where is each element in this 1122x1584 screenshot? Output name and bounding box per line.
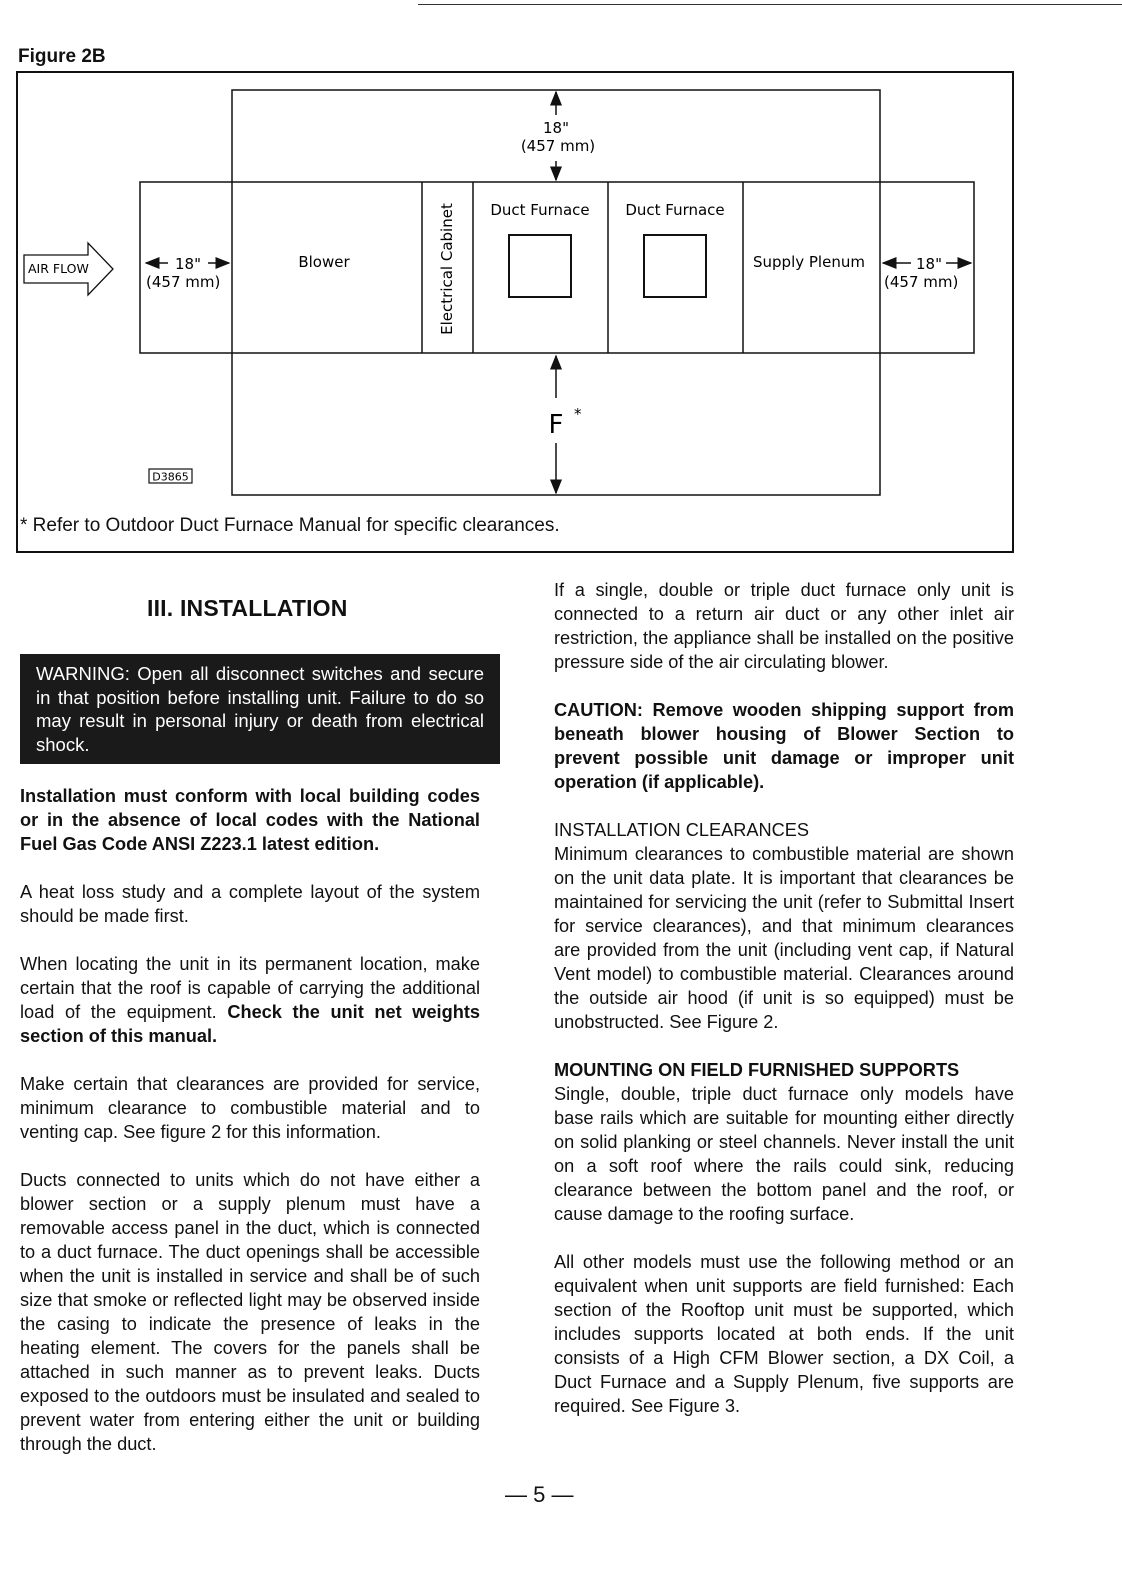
mounting-text: Single, double, triple duct furnace only models have base rails which are suitable for mounting either directly on solid planking or steel channels. Never install the unit on a soft roof where the rails could sink, reducing clearance between the bottom panel and the roof, or cause damage to the roofing surface. — [554, 1084, 1014, 1224]
air-flow-label: AIR FLOW — [28, 261, 89, 276]
section-duct-furnace-1: Duct Furnace — [490, 201, 590, 219]
section-supply-plenum: Supply Plenum — [753, 253, 865, 271]
other-models-paragraph: All other models must use the following method or an equivalent when unit supports are field furnished: Each section of the Rooftop unit must be supported, which includes supports located at both ends. If the unit consists of a High CFM Blower section, a DX Coil, a Duct Furnace and a Supply Plenum, five supports are required. See Figure 3. — [554, 1252, 1014, 1416]
caution-paragraph: CAUTION: Remove wooden shipping support from beneath blower housing of Blower Section to prevent possible unit damage or improper unit operation (if applicable). — [554, 700, 1014, 792]
section-electrical-cabinet: Electrical Cabinet — [438, 203, 456, 335]
figure-title: Figure 2B — [18, 46, 106, 67]
top-clearance-mm: (457 mm) — [520, 137, 596, 155]
clearances-heading: INSTALLATION CLEARANCES — [554, 820, 810, 840]
front-clearance-label: F — [548, 410, 564, 440]
section-heading: III. INSTALLATION — [147, 595, 348, 621]
heat-loss-paragraph: A heat loss study and a complete layout of the system should be made first. — [20, 882, 480, 926]
top-rule — [418, 4, 1122, 5]
left-column — [20, 592, 484, 1480]
mounting-section — [554, 1058, 1014, 1226]
right-clearance-label: 18" — [916, 255, 942, 273]
clearance-diagram — [18, 73, 1016, 555]
front-clearance-star: * — [574, 405, 582, 423]
ducts-paragraph: Ducts connected to units which do not have either a blower section or a supply plenum must have a removable access panel in the duct, which is connected to a duct furnace. The duct openings shall be accessible when the unit is installed in service and shall be of such size that smoke or reflected light may be observed inside the casing to indicate the presence of leaks in the heating element. The covers for the panels shall be attached in such manner as to prevent leaks. Ducts exposed to the outdoors must be insulated and sealed to prevent water from entering either the unit or building through the duct. — [20, 1170, 480, 1454]
clearances-text: Minimum clearances to combustible material are shown on the unit data plate. It is important that clearances be maintained for servicing the unit (refer to Submittal Insert for service clearances), and that minimum clearances are provided from the unit (including vent cap, if Natural Vent model) to combustible material. Clearances around the outside air hood (if unit is so equipped) must be unobstructed. See Figure 2. — [554, 844, 1014, 1032]
codes-paragraph: Installation must conform with local building codes or in the absence of local codes with the National Fuel Gas Code ANSI Z223.1 latest edition. — [20, 786, 480, 854]
mounting-heading: MOUNTING ON FIELD FURNISHED SUPPORTS — [554, 1060, 960, 1080]
return-duct-paragraph: If a single, double or triple duct furnace only unit is connected to a return air duct or any other inlet air restriction, the appliance shall be installed on the positive pressure side of the air circulating blower. — [554, 580, 1014, 672]
top-clearance-label: 18" — [543, 119, 569, 137]
left-clearance-label: 18" — [175, 255, 201, 273]
right-clearance-mm: (457 mm) — [884, 273, 959, 291]
section-blower: Blower — [298, 253, 350, 271]
location-paragraph — [20, 952, 480, 1048]
location-bold-text: Check the unit net weights section of this manual. — [20, 1002, 481, 1046]
figure-footnote: * Refer to Outdoor Duct Furnace Manual for specific clearances. — [20, 515, 560, 536]
warning-box: WARNING: Open all disconnect switches and secure in that position before installing unit. Failure to do so may result in personal injury or death from electrical shock. — [20, 654, 500, 764]
left-clearance-mm: (457 mm) — [146, 273, 221, 291]
figure-2b — [16, 71, 1014, 553]
clearances-section — [554, 818, 1014, 1034]
drawing-id: D3865 — [152, 470, 189, 484]
page-number: — 5 — — [505, 1482, 574, 1507]
location-text: When locating the unit in its permanent location, make certain that the roof is capable of carrying the additional load of the equipment. — [20, 954, 480, 1022]
section-duct-furnace-2: Duct Furnace — [625, 201, 725, 219]
clearances-paragraph: Make certain that clearances are provided for service, minimum clearance to combustible material and to venting cap. See figure 2 for this information. — [20, 1074, 480, 1142]
right-column — [554, 578, 1014, 1442]
